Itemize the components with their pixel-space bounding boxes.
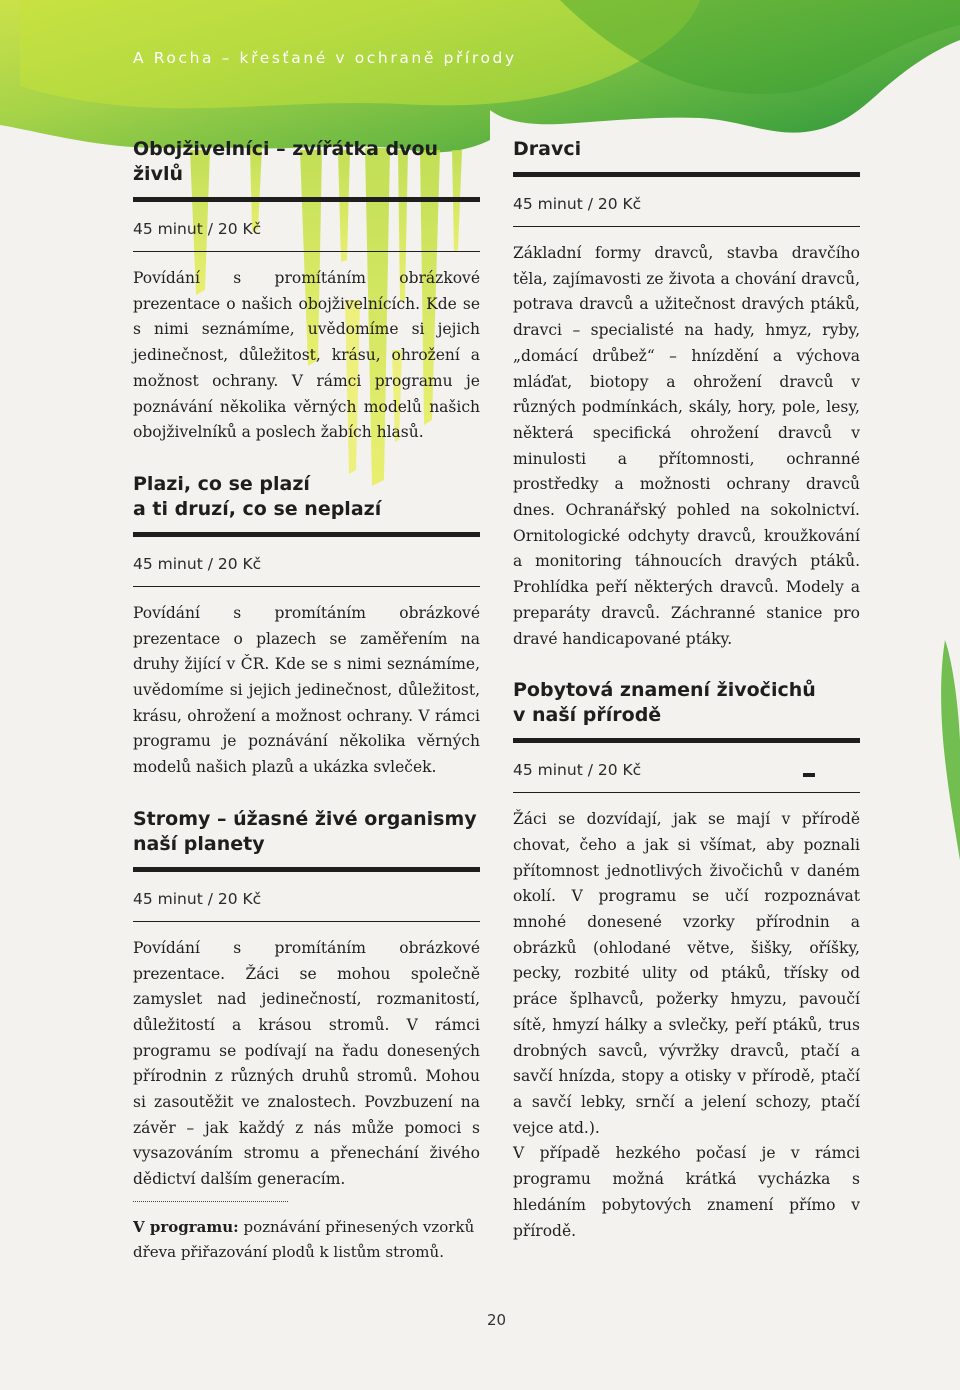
divider-thin [133, 586, 480, 587]
program-price: 45 minut / 20 Kč [133, 554, 262, 573]
divider-thick [133, 867, 480, 872]
divider-thick [513, 738, 860, 743]
green-edge-strip [941, 640, 960, 860]
program-note [133, 1215, 480, 1266]
divider-thick [133, 532, 480, 537]
program-description: Základní formy dravců, stavba dravčího těla, zajímavosti ze života a chování dravců, potrava dravců a užitečnost dravých ptáků, dravci – specialisté na hady, hmyz, ryby, „domácí drůbež“ – hnízdění a výchova mláďat, biotopy a ohrožení dravců v různých podmínkách, skály, hory, pole, lesy, některá specifická ohrožení dravců v minulosti a přítomnosti, ochranné prostředky a možnosti ochrany dravců dnes. Ochranářský pohled na sokolnictví. Ornitologické odchyty dravců, kroužkování a monitoring táhnoucích dravých ptáků. Prohlídka peří některých dravců. Modely a preparáty dravců. Záchranné stanice pro dravé handicapované ptáky. [513, 244, 860, 648]
program-description: Žáci se dozvídají, jak se mají v přírodě chovat, čeho a jak si všímat, aby poznali přítomnost jednotlivých živočichů v daném okolí. V programu se učí rozpoznávat mnohé donesené vzorky přírodnin a obrázků (ohlodané větve, šišky, oříšky, pecky, rozbité ulity od ptáků, třísky od práce šplhavců, požerky hmyzu, pavoučí sítě, hmyzí hálky a svlečky, peří ptáků, trus drobných savců, vývržky dravců, ptačí a savčí hnízda, stopy a otisky v přírodě, ptačí a savčí lebky, srnčí a jelení schozy, ptačí vejce atd.). [513, 810, 860, 1137]
divider-thick [133, 197, 480, 202]
program-description: Povídání s promítáním obrázkové prezentace o našich obojživelnících. Kde se s nimi seznámíme, uvědomíme si jejich jedinečnost, důležitost, krásu, ohrožení a možnost ochrany. V rámci programu je poznávání několika věrných modelů našich obojživelníků a poslech žabích hlasů. [133, 269, 480, 442]
section-title: Stromy – úžasné živé organismy naší planety [133, 807, 477, 855]
note-label: V programu: [133, 1217, 239, 1236]
section-title: Plazi, co se plazí a ti druzí, co se neplazí [133, 472, 382, 520]
section-title: Dravci [513, 138, 582, 160]
divider-thin [133, 921, 480, 922]
program-section [133, 807, 480, 1266]
program-price: 45 minut / 20 Kč [133, 220, 262, 238]
program-description: Povídání s promítáním obrázkové prezentace. Žáci se mohou společně zamyslet nad jedinečností, rozmanitostí, důležitostí a krásou stromů. V rámci programu se podívají na řadu donesených přírodnin z různých druhů stromů. Mohou si zasoutěžit ve znalostech. Povzbuzení na závěr – jak každý z nás může pomoci s vysazováním stromu a přenechání živého dědictví dalším generacím. [133, 938, 480, 1189]
section-title: Obojživelníci – zvířátka dvou živlů [133, 138, 439, 185]
divider-thick [513, 172, 860, 177]
program-description: Povídání s promítáním obrázkové prezentace o plazech se zaměřením na druhy žijící v ČR. Kde se s nimi seznámíme, uvědomíme si jejich jedinečnost, důležitost, krásu, ohrožení a možnost ochrany. V rámci programu je poznávání několika věrných modelů našich plazů a ukázka svleček. [133, 603, 480, 777]
divider-thin [513, 226, 860, 227]
section-title: Pobytová znamení živočichů v naší přírodě [513, 679, 816, 727]
program-price: 45 minut / 20 Kč [513, 195, 642, 213]
program-section [513, 137, 860, 652]
divider-thin [133, 251, 480, 252]
right-column [513, 137, 860, 1244]
program-section [133, 472, 480, 781]
program-section [133, 137, 480, 446]
program-price: 45 minut / 20 Kč [133, 889, 262, 908]
program-price: 45 minut / 20 Kč [513, 761, 642, 780]
program-section [513, 678, 860, 1244]
dotted-divider [133, 1201, 288, 1202]
publication-header: A Rocha – křesťané v ochraně přírody [133, 49, 517, 67]
program-description-extra: V případě hezkého počasí je v rámci programu možná krátká vycházka s hledáním pobytových znamení přímo v přírodě. [513, 1144, 860, 1240]
left-column [133, 137, 480, 1266]
page-number: 20 [487, 1311, 507, 1329]
divider-thin [513, 792, 860, 793]
note-text: poznávání přinesených vzorků dřeva přiřazování plodů k listům stromů. [133, 1217, 475, 1262]
